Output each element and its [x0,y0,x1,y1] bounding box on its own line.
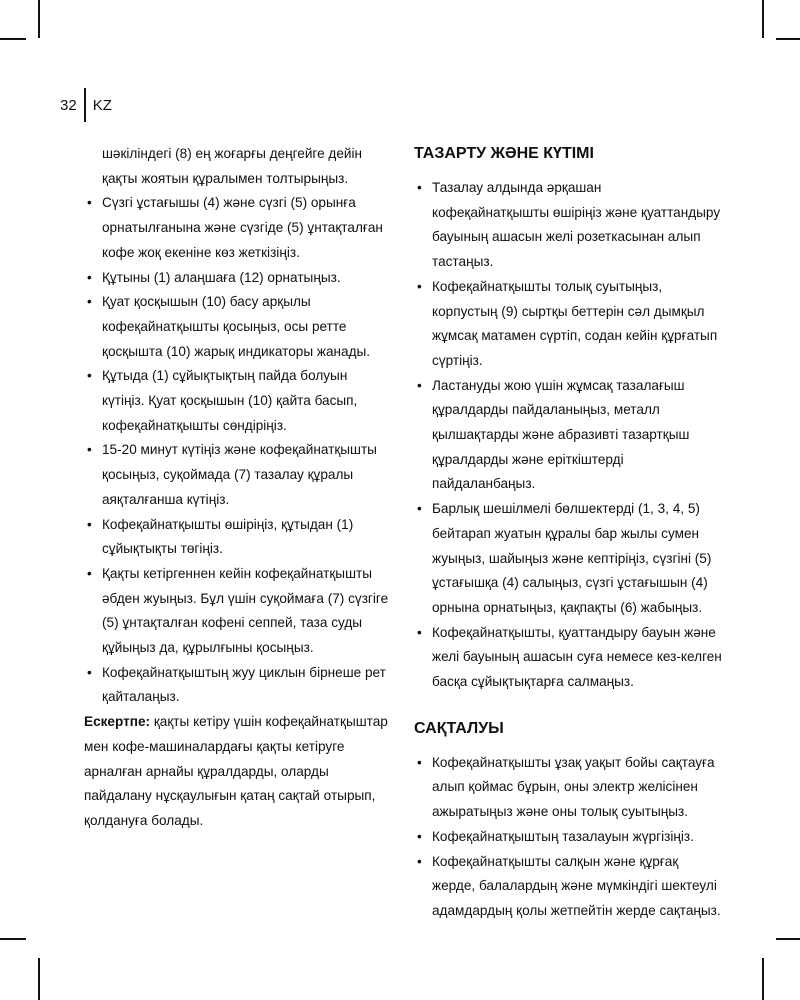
bullet-icon: • [87,368,92,384]
crop-mark-top-right-horizontal [776,38,800,40]
note-text: қақты кетіру үшін кофеқайнатқыштар мен кофе-машиналардағы қақты кетіруге арналған арнайы құралдарды, оларды пайдалану нұсқаулығын қатаң сақтай отырып, қолдануға болады. [84,714,388,828]
crop-mark-bottom-left-vertical [38,958,40,1000]
list-item: • Кофеқайнатқыштың жуу циклын бірнеше рет қайталаңыз. [84,661,392,710]
list-item: • Қақты кетіргеннен кейін кофеқайнатқышты әбден жуыңыз. Бұл үшін суқоймаға (7) сүзгіге (5) ұнтақталған кофені сеппей, таза суды құйыңыз да, құрылғыны қосыңыз. [84,562,392,661]
left-column [84,142,392,834]
bullet-icon: • [87,269,92,285]
list-item: • Құтыны (1) алаңшаға (12) орнатыңыз. [84,266,392,291]
bullet-icon: • [87,516,92,532]
bullet-icon: • [417,853,422,869]
page-number: 32 [60,96,77,114]
list-item: • Кофеқайнатқышты салқын және құрғақ жерде, балалардың және мүмкіндігі шектеулі адамдардың қолы жетпейтін жерде сақтаңыз. [414,850,722,924]
continued-text: шәкіліндегі (8) ең жоғарғы деңгейге дейін қақты жоятын құралымен толтырыңыз. [102,146,363,186]
crop-mark-top-right-vertical [762,0,764,38]
storage-list [414,751,722,924]
page-header [60,88,112,122]
list-item: • Кофеқайнатқышты, қуаттандыру бауын және желі бауының ашасын суға немесе кез-келген басқа сұйықтықтарға салмаңыз. [414,621,722,695]
bullet-icon: • [87,442,92,458]
bullet-icon: • [417,180,422,195]
list-item: • 15-20 минут күтіңіз және кофеқайнатқышты қосыңыз, суқоймада (7) тазалау құралы аяқталғанша күтіңіз. [84,438,392,512]
cleaning-list [414,176,722,695]
list-item: • Сүзгі ұстағышы (4) және сүзгі (5) орынға орнатылғанына және сүзгіде (5) ұнтақталған кофе жоқ екеніне көз жеткізіңіз. [84,191,392,265]
bullet-icon: • [417,278,422,294]
crop-mark-top-left-vertical [38,0,40,38]
bullet-icon: • [417,377,422,393]
section-title-storage: САҚТАЛУЫ [414,719,504,737]
bullet-icon: • [417,754,422,770]
list-item: • Құтыда (1) сұйықтықтың пайда болуын күтіңіз. Қуат қосқышын (10) қайта басып, кофеқайнатқышты сөндіріңіз. [84,364,392,438]
list-item: • Тазалау алдында әрқашан кофеқайнатқышты өшіріңіз және қуаттандыру бауының ашасын желі розеткасынан алып тастаңыз. [414,176,722,275]
bullet-icon: • [87,195,92,211]
list-item: • Кофеқайнатқышты өшіріңіз, құтыдан (1) сұйықтықты төгіңіз. [84,513,392,562]
crop-mark-bottom-left-horizontal [0,938,26,940]
bullet-icon: • [87,294,92,310]
descaling-steps-list [84,191,392,710]
crop-mark-bottom-right-vertical [762,958,764,1000]
crop-mark-bottom-right-horizontal [776,938,800,940]
list-item: • Ластануды жою үшін жұмсақ тазалағыш құралдарды пайдаланыңыз, металл қылшақтарды және абразивті тазартқыш құралдарды және еріткіштерді пайдаланбаңыз. [414,374,722,498]
bullet-icon: • [417,624,422,640]
note-label: Ескертпе: [84,714,151,730]
list-item: • Барлық шешілмелі бөлшектерді (1, 3, 4, 5) бейтарап жуатын құралы бар жылы сумен жуыңыз, шайыңыз және кептіріңіз, сүзгіні (5) ұстағышқа (4) салыңыз, сүзгі ұстағышын (4) орнына орнатыңыз, қақпақты (6) жабыңыз. [414,497,722,621]
section-title-cleaning: ТАЗАРТУ ЖӘНЕ КҮТІМІ [414,145,594,162]
bullet-icon: • [417,501,422,517]
note-paragraph [84,710,392,834]
right-column [414,142,722,924]
bullet-icon: • [87,664,92,680]
list-item: • Кофеқайнатқышты ұзақ уақыт бойы сақтауға алып қоймас бұрын, оны электр желісінен ажыратыңыз және оны толық суытыңыз. [414,751,722,825]
list-item: • Кофеқайнатқыштың тазалауын жүргізіңіз. [414,825,722,850]
language-code: KZ [92,96,112,114]
bullet-icon: • [417,828,422,844]
list-item: • Кофеқайнатқышты толық суытыңыз, корпустың (9) сыртқы беттерін сәл дымқыл жұмсақ матамен сүртіп, содан кейін құрғатып сүртіңіз. [414,275,722,374]
list-item: • Қуат қосқышын (10) басу арқылы кофеқайнатқышты қосыңыз, осы ретте қосқышта (10) жарық индикаторы жанады. [84,290,392,364]
bullet-icon: • [87,565,92,581]
crop-mark-top-left-horizontal [0,38,26,40]
